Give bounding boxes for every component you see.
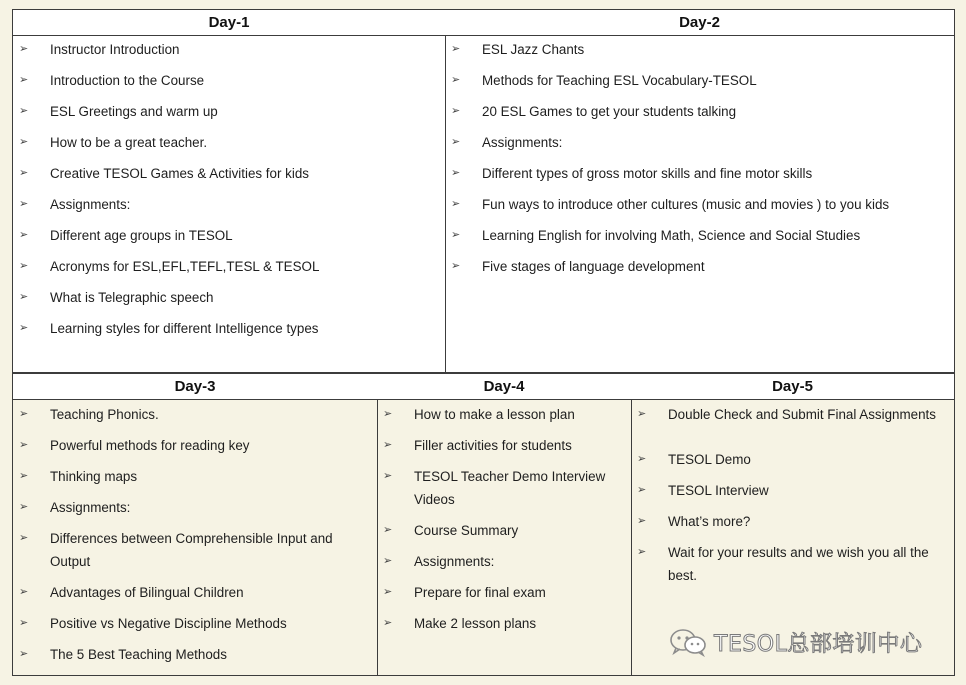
list-item-text: ESL Jazz Chants: [482, 42, 585, 57]
list-item-text: TESOL Interview: [668, 483, 769, 498]
watermark: [668, 624, 922, 660]
list-item-text: Instructor Introduction: [50, 42, 180, 57]
arrowhead-bullet-icon: ➢: [19, 648, 29, 660]
day3-column: [13, 374, 377, 675]
arrowhead-bullet-icon: ➢: [383, 524, 393, 536]
arrowhead-bullet-icon: ➢: [451, 167, 461, 179]
list-item: [13, 403, 377, 426]
list-item: [13, 255, 445, 278]
list-item-text: Teaching Phonics.: [50, 407, 159, 422]
list-item-text: How to be a great teacher.: [50, 135, 208, 150]
day4-header: Day-4: [377, 374, 631, 400]
list-item: [377, 550, 631, 573]
list-item-text: Prepare for final exam: [414, 585, 546, 600]
list-item: [13, 193, 445, 216]
list-item-text: Assignments:: [482, 135, 563, 150]
list-item-text: Learning styles for different Intelligence types: [50, 321, 319, 336]
day1-column: [13, 10, 445, 372]
list-item-text: ESL Greetings and warm up: [50, 104, 218, 119]
arrowhead-bullet-icon: ➢: [19, 408, 29, 420]
list-item: [445, 193, 954, 216]
arrowhead-bullet-icon: ➢: [19, 74, 29, 86]
list-item-text: Assignments:: [414, 554, 495, 569]
day4-list: [377, 400, 631, 635]
arrowhead-bullet-icon: ➢: [19, 586, 29, 598]
arrowhead-bullet-icon: ➢: [19, 260, 29, 272]
list-item-text: Different age groups in TESOL: [50, 228, 233, 243]
list-item-text: TESOL Teacher Demo Interview Videos: [414, 469, 606, 507]
list-item-text: Course Summary: [414, 523, 519, 538]
arrowhead-bullet-icon: ➢: [19, 322, 29, 334]
list-item-text: 20 ESL Games to get your students talking: [482, 104, 737, 119]
arrowhead-bullet-icon: ➢: [451, 74, 461, 86]
arrowhead-bullet-icon: ➢: [19, 105, 29, 117]
arrowhead-bullet-icon: ➢: [637, 453, 647, 465]
arrowhead-bullet-icon: ➢: [637, 484, 647, 496]
arrowhead-bullet-icon: ➢: [637, 546, 647, 558]
list-item-text: Assignments:: [50, 197, 131, 212]
list-item-text: Fun ways to introduce other cultures (music and movies ) to you kids: [482, 197, 890, 212]
arrowhead-bullet-icon: ➢: [451, 198, 461, 210]
list-item: [13, 496, 377, 519]
list-item-text: Assignments:: [50, 500, 131, 515]
list-item: [445, 255, 954, 278]
day2-header: Day-2: [445, 10, 954, 36]
list-item: [377, 612, 631, 635]
wechat-icon: [668, 627, 708, 657]
day1-list: [13, 36, 445, 340]
list-item: [13, 434, 377, 457]
list-item: [445, 162, 954, 185]
list-item: [13, 465, 377, 488]
arrowhead-bullet-icon: ➢: [451, 260, 461, 272]
arrowhead-bullet-icon: ➢: [19, 291, 29, 303]
arrowhead-bullet-icon: ➢: [383, 586, 393, 598]
arrowhead-bullet-icon: ➢: [451, 136, 461, 148]
list-item: [13, 100, 445, 123]
list-item: [631, 541, 954, 587]
arrowhead-bullet-icon: ➢: [383, 408, 393, 420]
arrowhead-bullet-icon: ➢: [19, 229, 29, 241]
list-item-text: Wait for your results and we wish you all the best.: [668, 545, 929, 583]
arrowhead-bullet-icon: ➢: [19, 43, 29, 55]
arrowhead-bullet-icon: ➢: [451, 229, 461, 241]
list-item-text: Advantages of Bilingual Children: [50, 585, 244, 600]
arrowhead-bullet-icon: ➢: [383, 555, 393, 567]
list-item-text: Filler activities for students: [414, 438, 572, 453]
list-item: [13, 612, 377, 635]
arrowhead-bullet-icon: ➢: [19, 136, 29, 148]
list-item: [377, 581, 631, 604]
arrowhead-bullet-icon: ➢: [19, 167, 29, 179]
arrowhead-bullet-icon: ➢: [451, 43, 461, 55]
list-item-text: Powerful methods for reading key: [50, 438, 250, 453]
arrowhead-bullet-icon: ➢: [19, 470, 29, 482]
day3-list: [13, 400, 377, 666]
list-item-text: Differences between Comprehensible Input and Output: [50, 531, 333, 569]
list-item-text: Different types of gross motor skills and fine motor skills: [482, 166, 813, 181]
list-item: [377, 465, 631, 511]
list-item: [13, 162, 445, 185]
list-item: [13, 224, 445, 247]
list-item: [13, 317, 445, 340]
day1-header: Day-1: [13, 10, 445, 36]
arrowhead-bullet-icon: ➢: [637, 515, 647, 527]
list-item: [13, 643, 377, 666]
arrowhead-bullet-icon: ➢: [19, 439, 29, 451]
list-item: [445, 69, 954, 92]
schedule-table-top: [12, 9, 955, 373]
list-item-text: Acronyms for ESL,EFL,TEFL,TESL & TESOL: [50, 259, 320, 274]
list-item: [377, 403, 631, 426]
list-item: [13, 38, 445, 61]
arrowhead-bullet-icon: ➢: [19, 198, 29, 210]
watermark-text: TESOL总部培训中心: [714, 631, 923, 657]
list-item-text: Five stages of language development: [482, 259, 705, 274]
list-item-text: Positive vs Negative Discipline Methods: [50, 616, 287, 631]
day3-header: Day-3: [13, 374, 377, 400]
list-item-text: Double Check and Submit Final Assignments: [668, 407, 936, 422]
list-item: [631, 448, 954, 471]
arrowhead-bullet-icon: ➢: [383, 439, 393, 451]
arrowhead-bullet-icon: ➢: [19, 617, 29, 629]
list-item: [631, 403, 954, 426]
day4-column: [377, 374, 631, 675]
list-item: [13, 286, 445, 309]
list-item-text: Introduction to the Course: [50, 73, 205, 88]
list-item: [377, 434, 631, 457]
list-item: [13, 527, 377, 573]
arrowhead-bullet-icon: ➢: [383, 470, 393, 482]
arrowhead-bullet-icon: ➢: [451, 105, 461, 117]
day2-column: [445, 10, 954, 372]
list-item-text: Methods for Teaching ESL Vocabulary-TESOL: [482, 73, 757, 88]
arrowhead-bullet-icon: ➢: [383, 617, 393, 629]
list-item: [445, 224, 954, 247]
list-item: [631, 510, 954, 533]
list-item: [445, 38, 954, 61]
list-item-text: Learning English for involving Math, Science and Social Studies: [482, 228, 861, 243]
list-item: [13, 581, 377, 604]
list-item-text: TESOL Demo: [668, 452, 751, 467]
list-item: [445, 131, 954, 154]
list-item-text: Creative TESOL Games & Activities for kids: [50, 166, 309, 181]
day2-list: [445, 36, 954, 278]
day5-header: Day-5: [631, 374, 954, 400]
list-item-text: Make 2 lesson plans: [414, 616, 537, 631]
list-item: [13, 69, 445, 92]
list-item-text: What is Telegraphic speech: [50, 290, 214, 305]
list-item: [377, 519, 631, 542]
list-item: [445, 100, 954, 123]
list-item-text: Thinking maps: [50, 469, 138, 484]
list-item: [631, 479, 954, 502]
arrowhead-bullet-icon: ➢: [19, 501, 29, 513]
list-item-text: The 5 Best Teaching Methods: [50, 647, 227, 662]
list-item-text: How to make a lesson plan: [414, 407, 575, 422]
day5-list: [631, 400, 954, 587]
arrowhead-bullet-icon: ➢: [19, 532, 29, 544]
list-item-text: What’s more?: [668, 514, 751, 529]
list-item: [13, 131, 445, 154]
arrowhead-bullet-icon: ➢: [637, 408, 647, 420]
